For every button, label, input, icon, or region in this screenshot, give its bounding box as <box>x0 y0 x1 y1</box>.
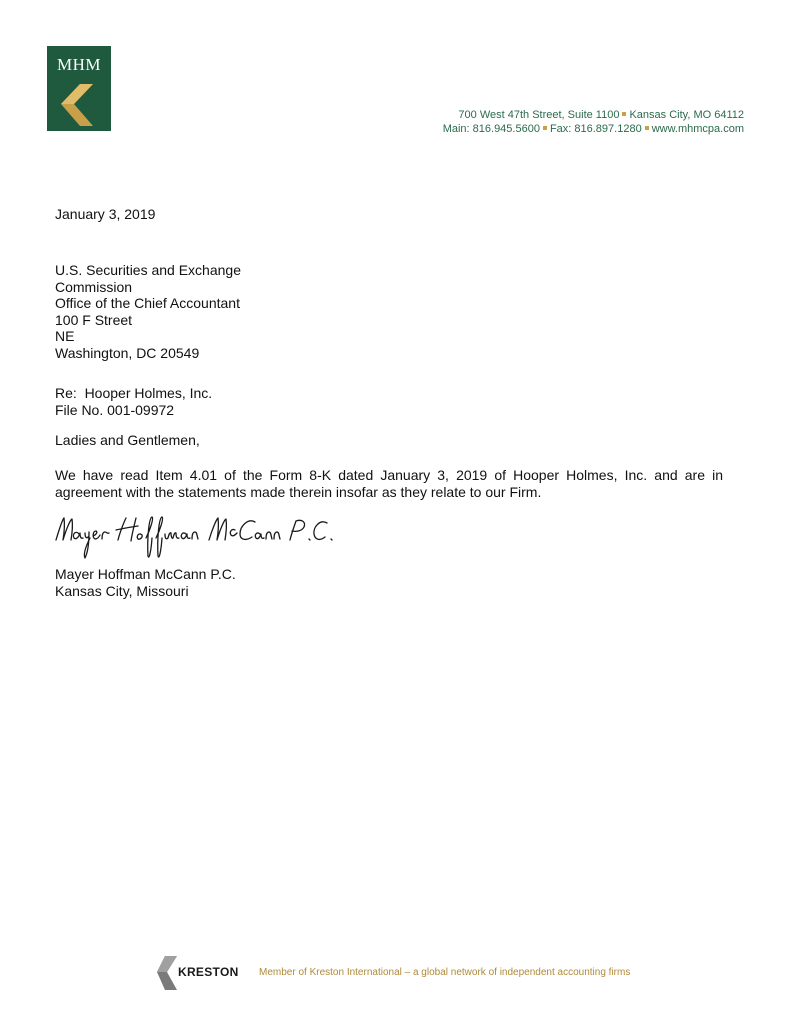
address-row-2 <box>443 122 744 136</box>
kreston-name: KRESTON <box>178 965 239 979</box>
street-address: 700 West 47th Street, Suite 1100 <box>458 109 620 121</box>
kreston-logo-icon <box>153 954 179 992</box>
salutation: Ladies and Gentlemen, <box>55 432 200 448</box>
logo-chevron-icon <box>47 46 111 131</box>
recipient-line: Washington, DC 20549 <box>55 344 200 361</box>
mhm-logo <box>47 46 111 131</box>
body-paragraph: We have read Item 4.01 of the Form 8-K dated January 3, 2019 of Hooper Holmes, Inc. and are in agreement with the statements made therein insofar as they relate to our Firm. <box>55 467 723 500</box>
re-line: Re: Hooper Holmes, Inc. <box>55 385 213 401</box>
kreston-tagline: Member of Kreston International – a global network of independent accounting firms <box>259 967 631 978</box>
website: www.mhmcpa.com <box>651 123 744 135</box>
handwritten-signature <box>52 508 342 568</box>
signature-block <box>55 566 236 599</box>
recipient-line: Office of the Chief Accountant <box>55 295 240 311</box>
fax-number: Fax: 816.897.1280 <box>549 123 642 135</box>
re-block <box>55 385 212 418</box>
separator-square-icon <box>543 126 547 130</box>
separator-square-icon <box>622 112 626 116</box>
file-number: File No. 001-09972 <box>55 401 175 418</box>
signer-name: Mayer Hoffman McCann P.C. <box>55 566 236 582</box>
recipient-address <box>55 262 241 361</box>
letterhead-address <box>443 108 744 136</box>
recipient-line: U.S. Securities and Exchange <box>55 262 241 278</box>
recipient-line: Commission <box>55 278 133 295</box>
separator-square-icon <box>645 126 649 130</box>
recipient-line: NE <box>55 328 75 344</box>
logo-text: MHM <box>56 55 101 74</box>
recipient-line: 100 F Street <box>55 311 133 328</box>
address-row-1 <box>443 108 744 122</box>
city-address: Kansas City, MO 64112 <box>629 109 744 121</box>
letter-date: January 3, 2019 <box>55 206 156 222</box>
main-phone: Main: 816.945.5600 <box>442 123 540 135</box>
signer-location: Kansas City, Missouri <box>55 582 189 599</box>
